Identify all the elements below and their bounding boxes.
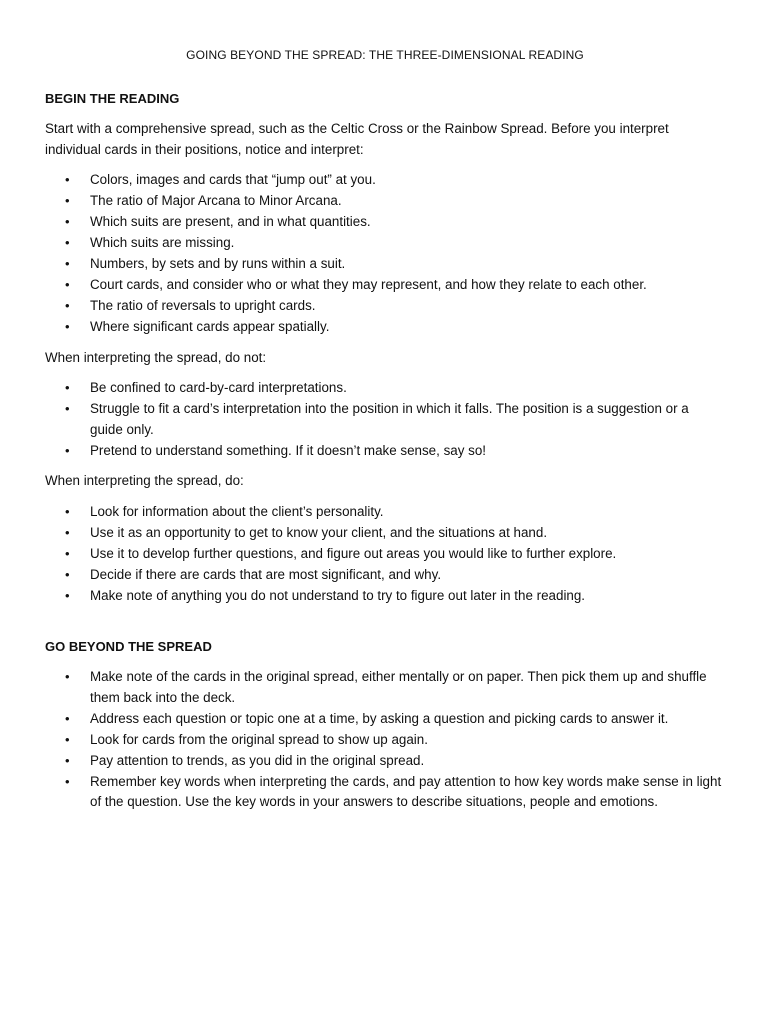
list-item xyxy=(45,254,725,275)
bullet-icon: • xyxy=(65,524,70,540)
list-item xyxy=(45,399,725,440)
bullet-icon: • xyxy=(65,193,70,208)
bullet-icon: • xyxy=(65,731,70,747)
document-page xyxy=(45,46,725,823)
bullet-icon: • xyxy=(65,545,70,561)
list-item xyxy=(45,441,725,462)
bullet-icon: • xyxy=(65,503,70,519)
list-item-text: Address each question or topic one at a time, by asking a question and picking cards to answer it. xyxy=(90,710,669,726)
section-heading-beyond: GO BEYOND THE SPREAD xyxy=(45,639,212,654)
bullet-icon: • xyxy=(65,442,70,458)
list-item xyxy=(45,212,725,233)
list-item xyxy=(45,502,725,523)
bullet-icon: • xyxy=(65,380,70,395)
bullet-icon: • xyxy=(65,235,70,250)
list-item-text: Make note of anything you do not understand to try to figure out later in the reading. xyxy=(90,587,586,603)
list-item xyxy=(45,523,725,544)
list-item-text: Numbers, by sets and by runs within a suit. xyxy=(90,256,346,271)
list-item xyxy=(45,751,725,772)
list-item-text: The ratio of Major Arcana to Minor Arcana. xyxy=(90,193,342,208)
bullet-icon: • xyxy=(65,752,70,768)
section-heading-begin: BEGIN THE READING xyxy=(45,91,180,106)
do-not-intro: When interpreting the spread, do not: xyxy=(45,349,267,365)
section-spacer xyxy=(45,616,725,637)
list-item xyxy=(45,709,725,730)
bullet-icon: • xyxy=(65,587,70,603)
list-item-text: Where significant cards appear spatially. xyxy=(90,319,330,334)
list-item xyxy=(45,275,725,296)
list-item xyxy=(45,586,725,607)
bullet-icon: • xyxy=(65,277,70,292)
document-title: GOING BEYOND THE SPREAD: THE THREE-DIMENSIONAL READING xyxy=(186,48,584,62)
bullet-icon: • xyxy=(65,214,70,229)
list-item-text: Struggle to fit a card’s interpretation into the position in which it falls. The position is a suggestion or a guide only. xyxy=(90,401,689,437)
bullet-icon: • xyxy=(65,773,70,789)
intro-paragraph: Start with a comprehensive spread, such as the Celtic Cross or the Rainbow Spread. Before you interpret individual cards in their positions, notice and interpret: xyxy=(45,121,669,157)
list-item-text: Which suits are missing. xyxy=(90,235,235,250)
list-item xyxy=(45,378,725,399)
list-item xyxy=(45,170,725,191)
list-item-text: The ratio of reversals to upright cards. xyxy=(90,298,316,313)
bullet-icon: • xyxy=(65,566,70,582)
list-item xyxy=(45,191,725,212)
list-item xyxy=(45,233,725,254)
list-item xyxy=(45,730,725,751)
list-item xyxy=(45,317,725,338)
list-item-text: Colors, images and cards that “jump out” at you. xyxy=(90,172,376,187)
bullet-icon: • xyxy=(65,172,70,187)
list-item-text: Court cards, and consider who or what they may represent, and how they relate to each other. xyxy=(90,277,647,292)
bullet-icon: • xyxy=(65,710,70,726)
list-item-text: Decide if there are cards that are most significant, and why. xyxy=(90,566,442,582)
list-item-text: Look for information about the client’s personality. xyxy=(90,503,384,519)
do-intro: When interpreting the spread, do: xyxy=(45,473,244,488)
list-item xyxy=(45,772,725,813)
bullet-icon: • xyxy=(65,298,70,313)
list-item-text: Look for cards from the original spread to show up again. xyxy=(90,731,428,747)
list-item-text: Pay attention to trends, as you did in the original spread. xyxy=(90,752,425,768)
list-item-text: Make note of the cards in the original spread, either mentally or on paper. Then pick them up and shuffle them back into the deck. xyxy=(90,669,707,705)
list-item-text: Pretend to understand something. If it doesn’t make sense, say so! xyxy=(90,442,486,458)
list-item xyxy=(45,296,725,317)
list-item xyxy=(45,544,725,565)
bullet-icon: • xyxy=(65,401,70,416)
list-item-text: Use it to develop further questions, and figure out areas you would like to further explore. xyxy=(90,545,617,561)
list-item xyxy=(45,565,725,586)
list-item-text: Remember key words when interpreting the cards, and pay attention to how key words make sense in light of the question. Use the key words in your answers to describe situations, people and emotions. xyxy=(90,773,722,809)
bullet-icon: • xyxy=(65,256,70,271)
bullet-icon: • xyxy=(65,319,70,334)
bullet-icon: • xyxy=(65,669,70,684)
beyond-list xyxy=(45,667,725,813)
notice-list xyxy=(45,170,725,338)
list-item-text: Be confined to card-by-card interpretations. xyxy=(90,380,347,395)
list-item-text: Use it as an opportunity to get to know your client, and the situations at hand. xyxy=(90,524,548,540)
list-item-text: Which suits are present, and in what quantities. xyxy=(90,214,371,229)
do-list xyxy=(45,502,725,607)
list-item xyxy=(45,667,725,708)
do-not-list xyxy=(45,378,725,461)
